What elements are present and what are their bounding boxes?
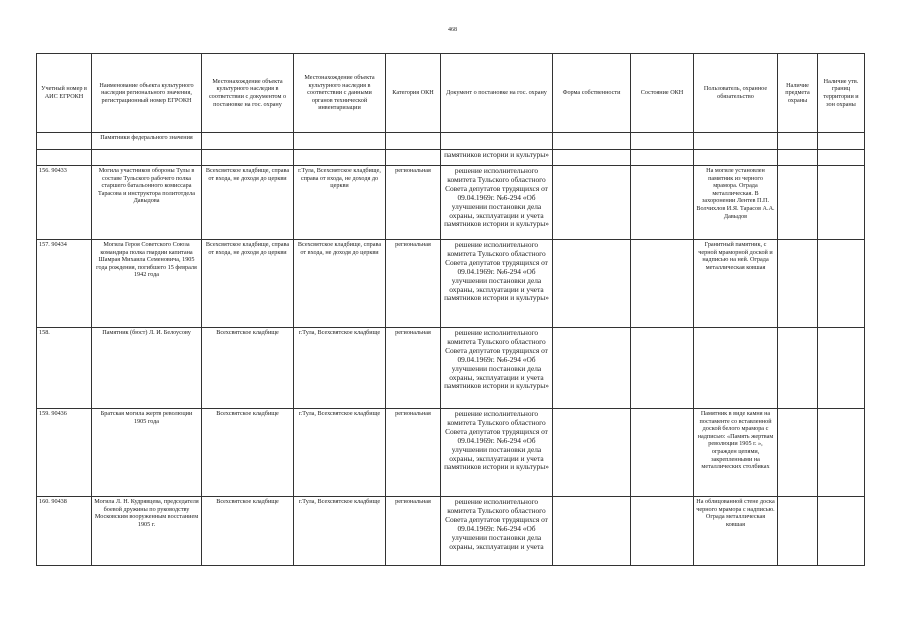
subheader-label: Памятники федерального значения [92, 133, 202, 150]
table-row [37, 166, 865, 240]
continuation-document: памятников истории и культуры» [441, 150, 553, 166]
object-name: Могила Л. Н. Кудрявцева, председателя боевой дружины по руководству Московским вооруженным восстанием 1905 г. [92, 497, 202, 566]
user-obligation: На облицованной стене доска черного мрамора с надписью. Ограда металлическая ковшая [694, 497, 778, 566]
row-number: 160. 90438 [37, 497, 92, 566]
header-user-obligation: Пользователь, охранное обязательство [694, 54, 778, 133]
user-obligation: Памятник в виде камня на постаменте со вставленной доской белого мрамора с надписью: «Память жертвам революции 1905 г. », огражден цепями, закрепленными на металлических столбиках [694, 409, 778, 497]
header-location-tech: Местонахождение объекта культурного наследия в соответствии с данными органов технической инвентаризации [294, 54, 386, 133]
header-document: Документ о постановке на гос. охрану [441, 54, 553, 133]
state [631, 409, 694, 497]
document: решение исполнительного комитета Тульского областного Совета депутатов трудящихся от 09.04.1969г. №6-294 «Об улучшении постановки дела охраны, эксплуатации и учета памятников истории и культуры» [441, 240, 553, 328]
document: решение исполнительного комитета Тульского областного Совета депутатов трудящихся от 09.04.1969г. №6-294 «Об улучшении постановки дела охраны, эксплуатации и учета памятников истории и культуры» [441, 166, 553, 240]
row-number: 156. 90433 [37, 166, 92, 240]
monuments-table [36, 53, 865, 566]
object-name: Памятник (бюст) Л. И. Белоусову [92, 328, 202, 409]
location-doc: Всехсвятское кладбище [202, 409, 294, 497]
ownership [553, 240, 631, 328]
row-number: 159. 90436 [37, 409, 92, 497]
ownership [553, 166, 631, 240]
row-number: 158. [37, 328, 92, 409]
header-category: Категория ОКН [386, 54, 441, 133]
header-row [37, 54, 865, 133]
state [631, 166, 694, 240]
state [631, 328, 694, 409]
row-number: 157. 90434 [37, 240, 92, 328]
location-tech: г.Тула, Всехсвятское кладбище, справа от входа, не доходя до церкви [294, 166, 386, 240]
object-name: Братская могила жертв революции 1905 года [92, 409, 202, 497]
header-ownership: Форма собственности [553, 54, 631, 133]
location-tech: Всехсвятское кладбище, справа от входа, не доходя до церкви [294, 240, 386, 328]
document: решение исполнительного комитета Тульского областного Совета депутатов трудящихся от 09.04.1969г. №6-294 «Об улучшении постановки дела охраны, эксплуатации и учета памятников истории и культуры» [441, 328, 553, 409]
table-row [37, 409, 865, 497]
header-state: Состояние ОКН [631, 54, 694, 133]
subheader-row [37, 133, 865, 150]
continuation-row [37, 150, 865, 166]
ownership [553, 409, 631, 497]
category: региональная [386, 409, 441, 497]
category: региональная [386, 497, 441, 566]
object-name: Могила Героя Советского Союза командира полка гвардии капитана Шамрая Михаила Семеновича, 1905 года рождения, погибшего 15 февраля 1942 года [92, 240, 202, 328]
state [631, 497, 694, 566]
location-doc: Всехсвятское кладбище [202, 328, 294, 409]
ownership [553, 328, 631, 409]
location-tech: г.Тула, Всехсвятское кладбище [294, 328, 386, 409]
category: региональная [386, 328, 441, 409]
header-protection-subject: Наличие предмета охраны [778, 54, 818, 133]
state [631, 240, 694, 328]
header-registry-number: Учетный номер в АИС ЕГРОКН [37, 54, 92, 133]
category: региональная [386, 166, 441, 240]
table-row [37, 497, 865, 566]
header-location-doc: Местонахождение объекта культурного наследия в соответствии с документом о постановке на гос. охрану [202, 54, 294, 133]
location-doc: Всехсвятское кладбище, справа от входа, не доходя до церкви [202, 166, 294, 240]
user-obligation: На могиле установлен памятник из черного мрамора. Ограда металлическая. В захоронении Лентев П.П. Волчихлов И.Я. Тарасов А.А. Давыдов [694, 166, 778, 240]
header-object-name: Наименование объекта культурного наследия регионального значения, регистрационный номер ЕГРОКН [92, 54, 202, 133]
ownership [553, 497, 631, 566]
category: региональная [386, 240, 441, 328]
location-doc: Всехсвятское кладбище [202, 497, 294, 566]
table-row [37, 240, 865, 328]
location-tech: г.Тула, Всехсвятское кладбище [294, 409, 386, 497]
location-doc: Всехсвятское кладбище, справа от входа, не доходя до церкви [202, 240, 294, 328]
document: решение исполнительного комитета Тульского областного Совета депутатов трудящихся от 09.04.1969г. №6-294 «Об улучшении постановки дела охраны, эксплуатации и учета памятников истории и культуры» [441, 409, 553, 497]
user-obligation: Гранитный памятник, с черной мраморной доской и надписью на ней. Ограда металлическая ковшая [694, 240, 778, 328]
location-tech: г.Тула, Всехсвятское кладбище [294, 497, 386, 566]
page-number: 468 [448, 27, 457, 33]
document: решение исполнительного комитета Тульского областного Совета депутатов трудящихся от 09.04.1969г. №6-294 «Об улучшении постановки дела охраны, эксплуатации и учета [441, 497, 553, 566]
object-name: Могила участников обороны Тулы в составе Тульского рабочего полка старшего батальонного комиссара Тарасова и инструктора политотдела Давыдова [92, 166, 202, 240]
user-obligation [694, 328, 778, 409]
table-row [37, 328, 865, 409]
header-boundaries: Наличие утв. границ территории и зон охраны [818, 54, 865, 133]
